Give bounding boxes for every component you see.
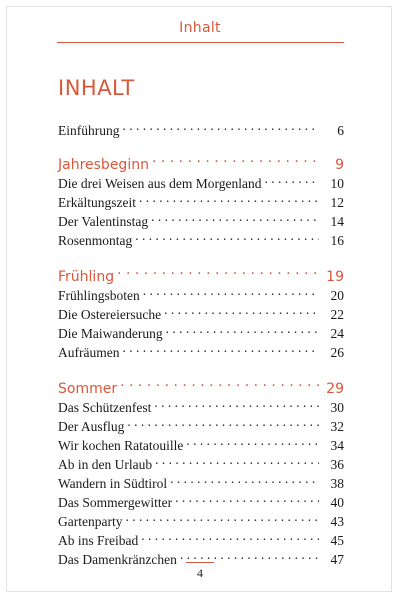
toc-entry-title: Einführung [58, 123, 120, 138]
section-page: 19 [326, 269, 344, 285]
toc-entry-page: 14 [330, 214, 344, 229]
toc-section [58, 371, 344, 567]
toc-entry-page: 30 [330, 400, 344, 415]
dot-leader [166, 319, 319, 338]
toc-section-heading[interactable] [58, 147, 344, 173]
toc-entry-page: 26 [330, 345, 344, 360]
dot-leader [155, 450, 319, 469]
section-title: Jahresbeginn [58, 157, 149, 173]
dot-leader [117, 259, 319, 281]
section-title: Sommer [58, 381, 118, 397]
toc-section-heading[interactable] [58, 259, 344, 285]
dot-leader [170, 469, 319, 488]
page-number: 4 [197, 566, 203, 580]
running-head-rule [57, 42, 344, 43]
toc-entry-title: Erkältungszeit [58, 195, 136, 210]
toc-entry-page: 47 [330, 552, 344, 567]
dot-leader [141, 526, 319, 545]
toc-entry-title: Die Maiwanderung [58, 326, 163, 341]
toc-entry-title: Frühlingsboten [58, 288, 140, 303]
toc-entry-page: 34 [330, 438, 344, 453]
toc-entry-page: 32 [330, 419, 344, 434]
dot-leader [125, 507, 319, 526]
toc-entry-title: Aufräumen [58, 345, 120, 360]
toc-entry-title: Gartenparty [58, 514, 123, 529]
dot-leader [127, 412, 319, 431]
toc-entry-title: Rosenmontag [58, 233, 133, 248]
dot-leader [154, 393, 319, 412]
toc-entry-page: 43 [330, 514, 344, 529]
toc-entry-title: Ab ins Freibad [58, 533, 139, 548]
toc-entry-title: Das Sommergewitter [58, 495, 173, 510]
toc-entry-page: 10 [330, 176, 344, 191]
toc-entry-intro[interactable] [58, 116, 344, 138]
toc-entry-page: 6 [337, 123, 344, 138]
toc-entry-page: 38 [330, 476, 344, 491]
toc-entry-page: 24 [330, 326, 344, 341]
toc-entry-page: 12 [330, 195, 344, 210]
toc-entry-page: 22 [330, 307, 344, 322]
toc-title: INHALT [58, 76, 135, 100]
toc-entry-title: Wandern in Südtirol [58, 476, 168, 491]
folio-rule [186, 562, 214, 563]
toc-section [58, 259, 344, 360]
dot-leader [123, 116, 320, 135]
dot-leader [143, 281, 319, 300]
dot-leader [151, 207, 319, 226]
table-of-contents [58, 116, 344, 567]
running-head: Inhalt [179, 20, 221, 36]
toc-entry-page: 16 [330, 233, 344, 248]
dot-leader [120, 371, 319, 393]
dot-leader [186, 431, 319, 450]
dot-leader [265, 169, 320, 188]
toc-entry-title: Die drei Weisen aus dem Morgenland [58, 176, 262, 191]
toc-entry-title: Ab in den Urlaub [58, 457, 153, 472]
section-page: 9 [335, 157, 344, 173]
dot-leader [135, 226, 319, 245]
dot-leader [152, 147, 319, 169]
toc-entry-title: Das Schützenfest [58, 400, 152, 415]
toc-entry-title: Der Ausflug [58, 419, 125, 434]
toc-entry-title: Wir kochen Ratatouille [58, 438, 184, 453]
section-title: Frühling [58, 269, 115, 285]
toc-entry-title: Die Ostereiersuche [58, 307, 162, 322]
toc-entry-page: 20 [330, 288, 344, 303]
toc-entry-title: Der Valentinstag [58, 214, 149, 229]
dot-leader [122, 338, 319, 357]
dot-leader [139, 188, 319, 207]
toc-section-heading[interactable] [58, 371, 344, 397]
dot-leader [175, 488, 319, 507]
toc-entry-page: 45 [330, 533, 344, 548]
dot-leader [164, 300, 319, 319]
toc-entry-title: Das Damenkränzchen [58, 552, 177, 567]
toc-entry-page: 40 [330, 495, 344, 510]
section-page: 29 [326, 381, 344, 397]
toc-section [58, 147, 344, 248]
toc-entry-page: 36 [330, 457, 344, 472]
